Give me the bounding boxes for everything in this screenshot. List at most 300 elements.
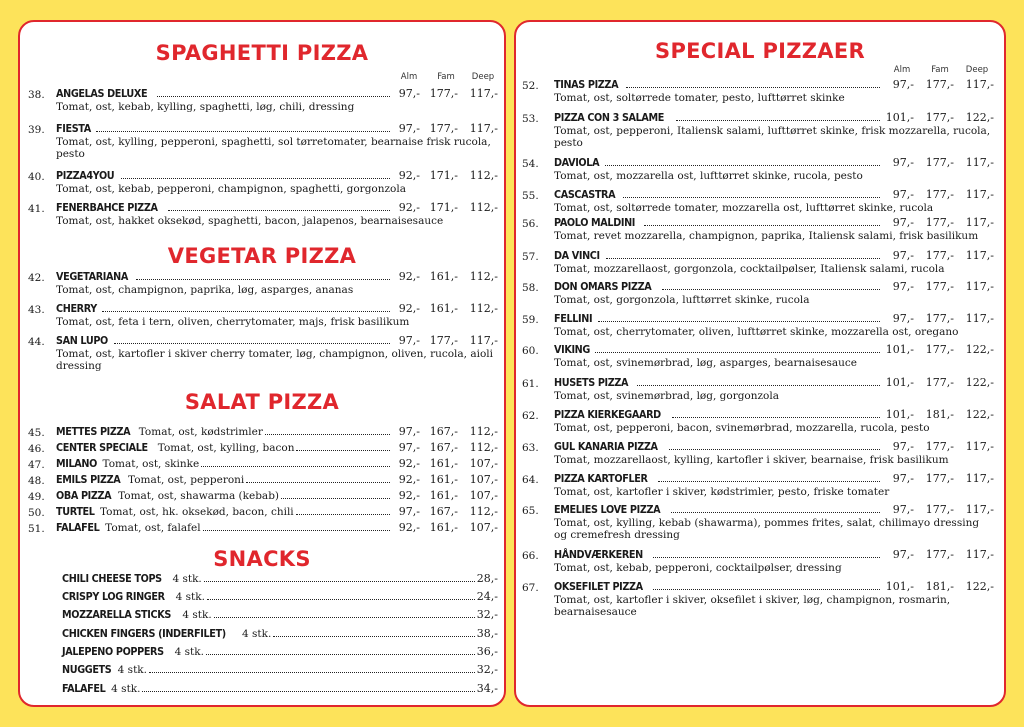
- item-number: 59.: [522, 314, 539, 326]
- item-inline-description: Tomat, ost, falafel: [105, 522, 201, 534]
- leader-dots: [658, 481, 880, 482]
- menu-item: [554, 580, 994, 618]
- menu-item-row: [62, 663, 498, 677]
- item-description: Tomat, ost, champignon, paprika, løg, asparges, ananas: [56, 284, 354, 296]
- item-number: 58.: [522, 282, 539, 294]
- item-inline-description: Tomat, ost, kødstrimler: [138, 426, 263, 438]
- item-name: CENTER SPECIALE: [56, 442, 148, 454]
- item-prices: [392, 441, 498, 454]
- price: 38,-: [476, 627, 498, 640]
- menu-item-row: [554, 188, 994, 202]
- menu-item-row: [554, 503, 994, 517]
- leader-dots: [149, 672, 475, 673]
- item-description: Tomat, ost, svinemørbrad, løg, asparges, bearnaisesauce: [554, 357, 858, 369]
- menu-item-row: [554, 216, 994, 230]
- menu-item-row: [56, 457, 498, 471]
- leader-dots: [595, 352, 880, 353]
- price-deep: 112,-: [469, 425, 498, 438]
- price-deep: 107,-: [469, 489, 498, 502]
- menu-item-row: [62, 682, 498, 696]
- leader-dots: [637, 385, 880, 386]
- item-description: Tomat, mozzarellaost, kylling, kartofler i skiver, bearnaise, frisk basilikum: [554, 454, 949, 466]
- price-fam: 167,-: [429, 425, 458, 438]
- section-heading-salat: SALAT PIZZA: [184, 390, 340, 414]
- item-name: METTES PIZZA: [56, 426, 131, 438]
- item-prices: [392, 489, 498, 502]
- item-description: Tomat, ost, kartofler i skiver, oksefilet i skiver, løg, champignon, rosmarin, bearnaisesauce: [554, 594, 951, 618]
- item-name: CHILI CHEESE TOPS: [62, 573, 162, 585]
- item-description: Tomat, ost, svinemørbrad, løg, gorgonzola: [554, 390, 779, 402]
- menu-item: [62, 627, 498, 641]
- leader-dots: [157, 96, 390, 97]
- menu-item: [554, 472, 994, 498]
- item-name: SAN LUPO: [56, 335, 108, 347]
- price-fam: 161,-: [429, 521, 458, 534]
- item-number: 45.: [28, 427, 45, 439]
- price-alm: 97,-: [892, 188, 914, 201]
- leader-dots: [598, 321, 880, 322]
- menu-item: [554, 343, 994, 369]
- price-deep: 122,-: [965, 376, 994, 389]
- price-alm: 97,-: [892, 548, 914, 561]
- price-deep: 112,-: [469, 505, 498, 518]
- price-alm: 97,-: [892, 312, 914, 325]
- price-alm: 101,-: [885, 408, 914, 421]
- item-inline-description: 4 stk.: [174, 646, 204, 658]
- price-deep: 112,-: [469, 441, 498, 454]
- menu-item-row: [56, 302, 498, 316]
- item-prices: [477, 627, 498, 640]
- menu-item-row: [554, 78, 994, 92]
- leader-dots: [121, 178, 390, 179]
- menu-item-row: [554, 376, 994, 390]
- item-number: 39.: [28, 124, 45, 136]
- price-deep: 122,-: [965, 580, 994, 593]
- item-description: Tomat, ost, kartofler i skiver cherry tomater, løg, champignon, oliven, rucola, aioli dressing: [56, 348, 494, 372]
- menu-item-row: [554, 111, 994, 125]
- item-prices: [882, 188, 994, 201]
- col-alm: Alm: [893, 65, 911, 75]
- price-deep: 122,-: [965, 111, 994, 124]
- item-number: 46.: [28, 443, 45, 455]
- item-name: PIZZA KIERKEGAARD: [554, 409, 661, 421]
- menu-item: [56, 87, 498, 113]
- item-description: Tomat, ost, feta i tern, oliven, cherrytomater, majs, frisk basilikum: [56, 316, 410, 328]
- col-fam: Fam: [931, 65, 949, 75]
- price-fam: 177,-: [925, 280, 954, 293]
- menu-item: [62, 682, 498, 696]
- item-inline-description: 4 stk.: [182, 609, 212, 621]
- item-number: 50.: [28, 507, 45, 519]
- item-prices: [882, 376, 994, 389]
- item-prices: [392, 334, 498, 347]
- menu-item: [56, 457, 498, 471]
- price-alm: 97,-: [398, 441, 420, 454]
- menu-item: [56, 302, 498, 328]
- menu-item-row: [56, 270, 498, 284]
- col-alm: Alm: [400, 72, 418, 82]
- item-number: 43.: [28, 304, 45, 316]
- item-name: NUGGETS: [62, 664, 112, 676]
- item-prices: [882, 440, 994, 453]
- price-deep: 117,-: [469, 334, 498, 347]
- item-prices: [477, 608, 498, 621]
- item-prices: [392, 521, 498, 534]
- leader-dots: [207, 599, 475, 600]
- item-number: 64.: [522, 474, 539, 486]
- menu-item: [62, 572, 498, 586]
- item-prices: [392, 87, 498, 100]
- menu-item-row: [554, 280, 994, 294]
- item-description: Tomat, ost, kebab, pepperoni, cocktailpølser, dressing: [554, 562, 842, 574]
- leader-dots: [669, 449, 880, 450]
- item-name: DON OMARS PIZZA: [554, 281, 652, 293]
- section-heading-special: SPECIAL PIZZAER: [655, 39, 865, 63]
- item-description: Tomat, ost, soltørrede tomater, pesto, lufttørret skinke: [554, 92, 845, 104]
- item-prices: [392, 169, 498, 182]
- item-name: FENERBAHCE PIZZA: [56, 202, 158, 214]
- leader-dots: [203, 530, 390, 531]
- price: 28,-: [476, 572, 498, 585]
- price-deep: 112,-: [469, 302, 498, 315]
- menu-item: [62, 645, 498, 659]
- price-deep: 117,-: [469, 122, 498, 135]
- price-fam: 177,-: [925, 188, 954, 201]
- price-alm: 97,-: [398, 505, 420, 518]
- item-number: 60.: [522, 345, 539, 357]
- item-prices: [392, 270, 498, 283]
- price-fam: 177,-: [925, 216, 954, 229]
- leader-dots: [273, 636, 474, 637]
- price: 32,-: [476, 608, 498, 621]
- price-alm: 101,-: [885, 376, 914, 389]
- item-name: EMILS PIZZA: [56, 474, 121, 486]
- item-description: Tomat, ost, kylling, pepperoni, spaghetti, sol tørretomater, bearnaise frisk rucola, pesto: [56, 136, 491, 160]
- price-deep: 117,-: [965, 548, 994, 561]
- item-prices: [392, 505, 498, 518]
- price-alm: 97,-: [892, 156, 914, 169]
- price-alm: 97,-: [892, 440, 914, 453]
- item-description: Tomat, ost, soltørrede tomater, mozzarella ost, lufttørret skinke, rucola: [554, 202, 934, 214]
- item-name: FALAFEL: [62, 683, 106, 695]
- price-alm: 92,-: [398, 489, 420, 502]
- price-alm: 97,-: [892, 280, 914, 293]
- leader-dots: [265, 434, 390, 435]
- menu-item: [554, 503, 994, 541]
- item-number: 61.: [522, 378, 539, 390]
- item-prices: [477, 590, 498, 603]
- item-description: Tomat, revet mozzarella, champignon, paprika, Italiensk salami, frisk basilikum: [554, 230, 979, 242]
- price-deep: 117,-: [965, 280, 994, 293]
- item-description: Tomat, ost, hakket oksekød, spaghetti, bacon, jalapenos, bearnaisesauce: [56, 215, 444, 227]
- price-fam: 177,-: [925, 503, 954, 516]
- item-number: 44.: [28, 336, 45, 348]
- menu-item-row: [554, 408, 994, 422]
- item-description: Tomat, mozzarellaost, gorgonzola, cocktailpølser, Italiensk salami, rucola: [554, 263, 945, 275]
- menu-item-row: [554, 312, 994, 326]
- item-name: VEGETARIANA: [56, 271, 128, 283]
- price: 32,-: [476, 663, 498, 676]
- price-fam: 161,-: [429, 457, 458, 470]
- item-name: TINAS PIZZA: [554, 79, 619, 91]
- price-fam: 181,-: [925, 580, 954, 593]
- menu-item: [62, 608, 498, 622]
- price: 36,-: [476, 645, 498, 658]
- col-deep: Deep: [471, 72, 495, 82]
- price-fam: 177,-: [925, 472, 954, 485]
- item-name: FELLINI: [554, 313, 593, 325]
- menu-item: [554, 376, 994, 402]
- item-inline-description: 4 stk.: [172, 573, 202, 585]
- item-number: 42.: [28, 272, 45, 284]
- item-name: PAOLO MALDINI: [554, 217, 636, 229]
- price: 24,-: [476, 590, 498, 603]
- leader-dots: [102, 311, 390, 312]
- item-prices: [882, 249, 994, 262]
- menu-item-row: [554, 156, 994, 170]
- item-name: FIESTA: [56, 123, 91, 135]
- item-prices: [477, 645, 498, 658]
- menu-item: [554, 156, 994, 182]
- menu-item-row: [56, 334, 498, 348]
- menu-item-row: [56, 473, 498, 487]
- item-prices: [392, 473, 498, 486]
- right-menu-panel: [514, 20, 1006, 707]
- price-deep: 117,-: [965, 440, 994, 453]
- col-deep: Deep: [965, 65, 989, 75]
- menu-item: [554, 548, 994, 574]
- item-name: JALEPENO POPPERS: [62, 646, 164, 658]
- item-name: MILANO: [56, 458, 97, 470]
- price-deep: 107,-: [469, 521, 498, 534]
- menu-item-row: [56, 201, 498, 215]
- menu-item-row: [56, 425, 498, 439]
- price-deep: 112,-: [469, 201, 498, 214]
- menu-item-row: [56, 441, 498, 455]
- item-name: CHERRY: [56, 303, 97, 315]
- leader-dots: [606, 258, 880, 259]
- menu-item: [62, 663, 498, 677]
- item-prices: [392, 425, 498, 438]
- price-alm: 97,-: [892, 78, 914, 91]
- menu-item-row: [56, 87, 498, 101]
- item-prices: [882, 343, 994, 356]
- item-name: CRISPY LOG RINGER: [62, 591, 165, 603]
- leader-dots: [662, 289, 880, 290]
- menu-item: [56, 441, 498, 455]
- price-fam: 177,-: [925, 78, 954, 91]
- item-prices: [477, 682, 498, 695]
- item-name: FALAFEL: [56, 522, 100, 534]
- price-alm: 92,-: [398, 302, 420, 315]
- price-fam: 177,-: [925, 343, 954, 356]
- menu-item-row: [56, 169, 498, 183]
- item-description: Tomat, ost, pepperoni, Italiensk salami, lufttørret skinke, frisk mozzarella, rucola, pesto: [554, 125, 991, 149]
- item-description: Tomat, ost, kebab, kylling, spaghetti, løg, chili, dressing: [56, 101, 355, 113]
- item-name: DAVIOLA: [554, 157, 600, 169]
- menu-item-row: [56, 489, 498, 503]
- price-alm: 92,-: [398, 201, 420, 214]
- item-number: 47.: [28, 459, 45, 471]
- leader-dots: [626, 87, 880, 88]
- item-prices: [882, 78, 994, 91]
- item-inline-description: 4 stk.: [175, 591, 205, 603]
- menu-item: [56, 334, 498, 372]
- item-number: 65.: [522, 505, 539, 517]
- price-alm: 101,-: [885, 343, 914, 356]
- menu-item: [56, 270, 498, 296]
- price-deep: 117,-: [965, 503, 994, 516]
- item-number: 55.: [522, 190, 539, 202]
- price-deep: 122,-: [965, 408, 994, 421]
- item-inline-description: Tomat, ost, kylling, bacon: [157, 442, 295, 454]
- price-fam: 177,-: [925, 312, 954, 325]
- price-alm: 92,-: [398, 270, 420, 283]
- price-fam: 177,-: [429, 122, 458, 135]
- menu-item-row: [62, 572, 498, 586]
- menu-item: [56, 201, 498, 227]
- leader-dots: [296, 450, 390, 451]
- menu-item-row: [62, 627, 498, 641]
- item-number: 67.: [522, 582, 539, 594]
- menu-item: [62, 590, 498, 604]
- menu-item: [554, 188, 994, 214]
- price-fam: 177,-: [429, 87, 458, 100]
- price-alm: 97,-: [892, 216, 914, 229]
- leader-dots: [676, 120, 880, 121]
- menu-item: [56, 505, 498, 519]
- item-prices: [882, 111, 994, 124]
- price-fam: 177,-: [925, 111, 954, 124]
- item-number: 41.: [28, 203, 45, 215]
- price-alm: 101,-: [885, 111, 914, 124]
- menu-item: [554, 440, 994, 466]
- leader-dots: [96, 131, 390, 132]
- item-name: HUSETS PIZZA: [554, 377, 629, 389]
- item-prices: [477, 663, 498, 676]
- item-prices: [477, 572, 498, 585]
- item-prices: [392, 201, 498, 214]
- menu-item: [554, 408, 994, 434]
- item-name: VIKING: [554, 344, 590, 356]
- price-fam: 161,-: [429, 489, 458, 502]
- menu-item: [554, 280, 994, 306]
- price-alm: 97,-: [892, 472, 914, 485]
- menu-item: [554, 111, 994, 149]
- price-deep: 107,-: [469, 473, 498, 486]
- menu-item-row: [62, 590, 498, 604]
- menu-item: [554, 216, 994, 242]
- price-fam: 177,-: [925, 249, 954, 262]
- section-heading-vegetar: VEGETAR PIZZA: [167, 244, 357, 268]
- item-description: Tomat, ost, pepperoni, bacon, svinemørbrad, mozzarella, rucola, pesto: [554, 422, 930, 434]
- item-name: CASCASTRA: [554, 189, 616, 201]
- menu-item-row: [554, 440, 994, 454]
- item-prices: [882, 280, 994, 293]
- section-heading-snacks: SNACKS: [213, 547, 311, 571]
- price-deep: 107,-: [469, 457, 498, 470]
- item-name: EMELIES LOVE PIZZA: [554, 504, 661, 516]
- menu-item: [56, 169, 498, 195]
- menu-item: [56, 473, 498, 487]
- leader-dots: [136, 279, 390, 280]
- item-inline-description: 4 stk.: [111, 683, 141, 695]
- price-deep: 117,-: [469, 87, 498, 100]
- item-name: PIZZA4YOU: [56, 170, 115, 182]
- price-alm: 97,-: [398, 122, 420, 135]
- leader-dots: [246, 482, 390, 483]
- menu-item-row: [62, 645, 498, 659]
- price-fam: 171,-: [429, 169, 458, 182]
- price-fam: 181,-: [925, 408, 954, 421]
- menu-item-row: [56, 505, 498, 519]
- price-deep: 117,-: [965, 216, 994, 229]
- item-prices: [392, 457, 498, 470]
- item-name: CHICKEN FINGERS (INDERFILET): [62, 628, 226, 640]
- item-name: ANGELAS DELUXE: [56, 88, 148, 100]
- item-prices: [392, 122, 498, 135]
- price-fam: 177,-: [925, 548, 954, 561]
- price-deep: 117,-: [965, 312, 994, 325]
- left-menu-panel: [18, 20, 506, 707]
- leader-dots: [201, 466, 390, 467]
- item-prices: [882, 156, 994, 169]
- price-fam: 161,-: [429, 473, 458, 486]
- item-inline-description: 4 stk.: [117, 664, 147, 676]
- price-alm: 92,-: [398, 169, 420, 182]
- item-inline-description: Tomat, ost, pepperoni: [128, 474, 245, 486]
- menu-item-row: [554, 472, 994, 486]
- leader-dots: [142, 691, 474, 692]
- price-alm: 97,-: [892, 503, 914, 516]
- price-alm: 92,-: [398, 473, 420, 486]
- item-inline-description: 4 stk.: [242, 628, 272, 640]
- price-alm: 97,-: [398, 425, 420, 438]
- item-description: Tomat, ost, kartofler i skiver, kødstrimler, pesto, friske tomater: [554, 486, 890, 498]
- item-description: Tomat, ost, kylling, kebab (shawarma), pommes frites, salat, chilimayo dressing og cremefresh dressing: [554, 517, 980, 541]
- menu-item-row: [56, 122, 498, 136]
- item-name: PIZZA KARTOFLER: [554, 473, 648, 485]
- item-number: 56.: [522, 218, 539, 230]
- menu-item: [554, 312, 994, 338]
- price-fam: 161,-: [429, 270, 458, 283]
- leader-dots: [214, 617, 475, 618]
- leader-dots: [605, 165, 880, 166]
- leader-dots: [653, 557, 880, 558]
- menu-item: [56, 489, 498, 503]
- item-number: 63.: [522, 442, 539, 454]
- item-name: HÅNDVÆRKEREN: [554, 549, 643, 561]
- menu-item: [56, 521, 498, 535]
- price-deep: 112,-: [469, 169, 498, 182]
- price-fam: 171,-: [429, 201, 458, 214]
- item-name: OKSEFILET PIZZA: [554, 581, 643, 593]
- item-number: 48.: [28, 475, 45, 487]
- price-fam: 177,-: [429, 334, 458, 347]
- leader-dots: [114, 343, 390, 344]
- menu-item-row: [554, 580, 994, 594]
- menu-item: [56, 425, 498, 439]
- item-description: Tomat, ost, gorgonzola, lufttørret skinke, rucola: [554, 294, 810, 306]
- price-fam: 167,-: [429, 505, 458, 518]
- item-name: GUL KANARIA PIZZA: [554, 441, 658, 453]
- price-alm: 92,-: [398, 521, 420, 534]
- price-alm: 92,-: [398, 457, 420, 470]
- leader-dots: [623, 197, 880, 198]
- menu-item: [56, 122, 498, 160]
- item-number: 49.: [28, 491, 45, 503]
- price-deep: 117,-: [965, 188, 994, 201]
